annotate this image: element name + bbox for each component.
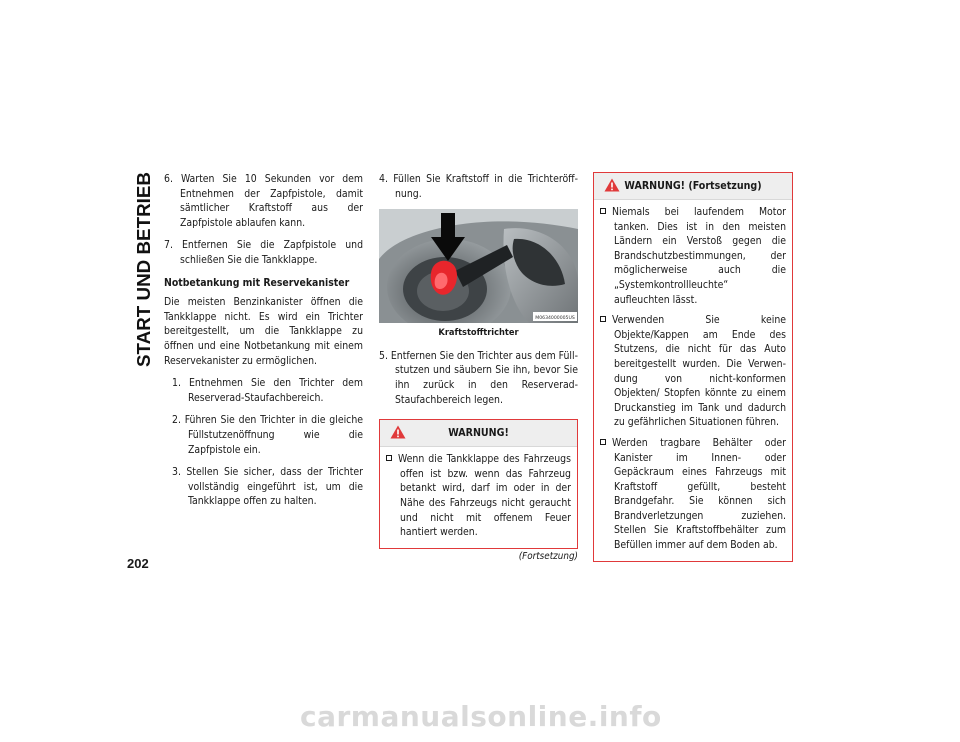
step-7: 7. Entfernen Sie die Zapfpistole und schließen Sie die Tankklappe. — [164, 239, 363, 266]
warning-bullet — [386, 452, 571, 540]
warning-bullet-1-text: Niemals bei laufendem Motor tanken. Dies ist in den meisten Ländern ein Verstoß gegen die Brandschutzbestimmungen, der möglicherweise auch die „Systemkontrollleuchte“ aufleuchten lässt. — [612, 206, 786, 306]
substep-1: 1. Entnehmen Sie den Trichter dem Reserverad-Staufachbereich. — [172, 377, 363, 404]
warning-bullet-1 — [600, 205, 786, 307]
column-middle — [379, 172, 578, 564]
warning-header — [380, 420, 577, 447]
substep-2: 2. Führen Sie den Trichter in die gleiche Füllstutzenöffnung wie die Zapfpistole ein. — [172, 414, 363, 456]
warning-bullet-2-text: Verwenden Sie keine Objekte/Kappen am Ende des Stutzens, die nicht für das Auto bereitgestellt wurden. Die Verwendung von nicht-konformen Objekten/ Stopfen könnte zu einem Druckanstieg im Tank und dadurch zu gefährlichen Situationen führen. — [612, 314, 786, 429]
continued-note: (Fortsetzung) — [518, 550, 578, 562]
warning-box — [379, 419, 578, 549]
warning-continued-title: WARNUNG! (Fortsetzung) — [624, 180, 762, 192]
warning-bullet-3 — [600, 436, 786, 553]
watermark: carmanualsonline.info — [300, 700, 662, 733]
bullet-square-icon — [600, 208, 606, 214]
warning-bullet-text: Wenn die Tankklappe des Fahrzeugs offen ist bzw. wenn das Fahrzeug betankt wird, darf im oder in der Nähe des Fahrzeugs nicht geraucht und nicht mit offenem Feuer hantiert werden. — [398, 453, 571, 539]
step-5: 5. Entfernen Sie den Trichter aus dem Füllstutzen und säubern Sie ihn, bevor Sie ihn zurück in den Reserverad-Staufachbereich legen. — [379, 349, 578, 406]
figure-caption: Kraftstofftrichter — [438, 327, 519, 339]
intro-paragraph: Die meisten Benzinkanister öffnen die Tankklappe nicht. Es wird ein Trichter bereitgestellt, um die Tankklappe zu öffnen und eine Notbetankung mit einem Reservekanister zu ermöglichen. — [164, 296, 363, 367]
column-left — [164, 172, 363, 517]
column-right — [593, 172, 793, 562]
warning-bullet-2 — [600, 313, 786, 430]
section-title-text: START UND BETRIEB — [133, 175, 154, 367]
substep-3: 3. Stellen Sie sicher, dass der Trichter vollständig eingeführt ist, um die Tankklappe offen zu halten. — [172, 466, 363, 508]
page-number: 202 — [127, 556, 149, 571]
step-6: 6. Warten Sie 10 Sekunden vor dem Entnehmen der Zapfpistole, damit sämtlicher Kraftstoff aus der Zapfpistole ablaufen kann. — [164, 173, 363, 229]
bullet-square-icon — [386, 455, 392, 461]
warning-bullet-3-text: Werden tragbare Behälter oder Kanister im Innen- oder Gepäckraum eines Fahrzeugs mit Kraftstoff gefüllt, besteht Brandgefahr. Sie können sich Brandverletzungen zuziehen. Stellen Sie Kraftstoffbehälter zum Befüllen immer auf dem Boden ab. — [612, 436, 786, 552]
warning-continued-header — [594, 173, 792, 200]
step-4: 4. Füllen Sie Kraftstoff in die Trichteröffnung. — [379, 173, 578, 200]
bullet-square-icon — [600, 439, 606, 445]
figure-code: M0634000005US — [535, 316, 575, 322]
bullet-square-icon — [600, 316, 606, 322]
section-title — [125, 170, 157, 370]
warning-title: WARNUNG! — [448, 427, 509, 440]
section-heading: Notbetankung mit Reservekanister — [164, 276, 350, 289]
fuel-funnel-figure — [379, 209, 578, 323]
warning-continued-box — [593, 172, 793, 562]
